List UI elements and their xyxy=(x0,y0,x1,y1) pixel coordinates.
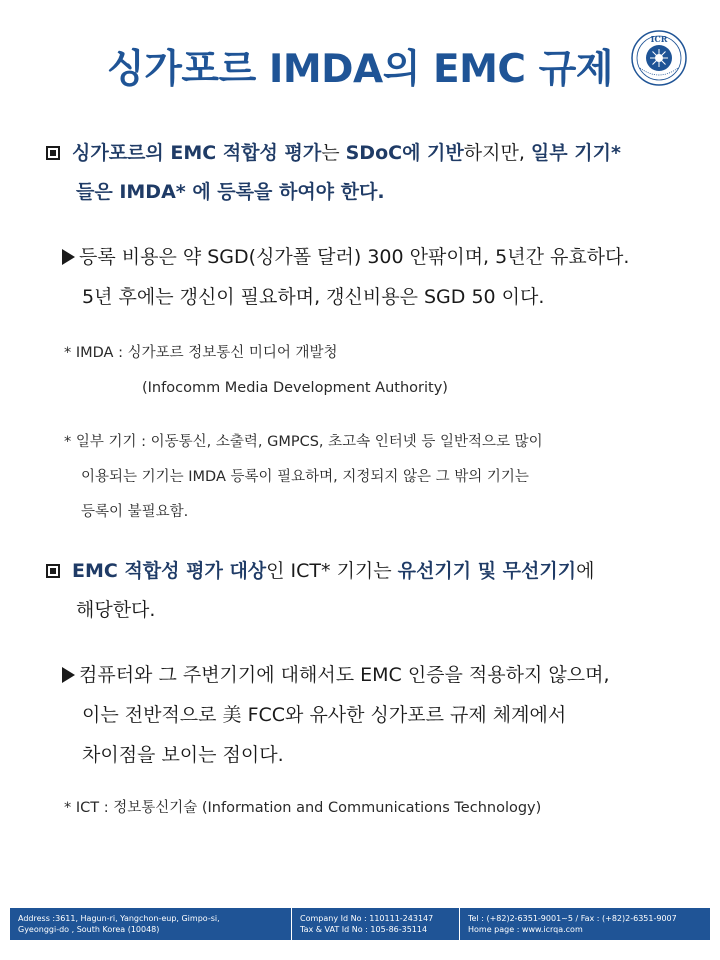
checkbox-icon xyxy=(46,146,60,160)
footer-contact: Tel : (+82)2-6351-9001~5 / Fax : (+82)2-6351-9007 Home page : www.icrqa.com xyxy=(460,908,710,940)
checkbox-icon xyxy=(46,564,60,578)
section-2-line-2: 해당한다. xyxy=(76,599,156,621)
footer-bar xyxy=(10,908,710,940)
footer-address: Address :3611, Hagun-ri, Yangchon-eup, Gimpo-si, Gyeonggi-do , South Korea (10048) xyxy=(10,908,292,940)
section-1-line-1: 싱가포르의 EMC 적합성 평가는 SDoC에 기반하지만, 일부 기기* xyxy=(46,134,696,173)
section-1-line-2: 들은 IMDA* 에 등록을 하여야 한다. xyxy=(76,181,385,203)
note-ict-line-1: * ICT : 정보통신기술 (Information and Communications Technology) xyxy=(64,800,542,816)
footer-company-ids: Company Id No : 110111-243147 Tax & VAT Id No : 105-86-35114 xyxy=(292,908,460,940)
icr-seal-logo xyxy=(631,30,687,86)
page-title: 싱가포르 IMDA의 EMC 규제 xyxy=(107,47,613,92)
bullet-1 xyxy=(62,237,712,317)
note-devices xyxy=(64,425,704,530)
note-imda-line-1: * IMDA : 싱가포르 정보통신 미디어 개발청 xyxy=(64,345,338,361)
note-imda xyxy=(64,336,704,406)
bullet-2-line-1: 컴퓨터와 그 주변기기에 대해서도 EMC 인증을 적용하지 않으며, xyxy=(62,655,712,695)
note-devices-line-1: * 일부 기기 : 이동통신, 소출력, GMPCS, 초고속 인터넷 등 일반적으로 많이 xyxy=(64,434,543,450)
homepage-link[interactable]: Home page : www.icrqa.com xyxy=(468,925,583,934)
section-2-line-1: EMC 적합성 평가 대상인 ICT* 기기는 유선기기 및 무선기기에 xyxy=(46,552,696,591)
arrow-right-icon xyxy=(62,249,75,265)
bullet-2-line-3: 차이점을 보이는 점이다. xyxy=(82,744,284,766)
note-ict xyxy=(64,791,704,826)
section-2 xyxy=(46,552,696,630)
logo-text: ICR xyxy=(650,34,668,44)
arrow-right-icon xyxy=(62,667,75,683)
bullet-2 xyxy=(62,655,712,775)
note-imda-line-2: (Infocomm Media Development Authority) xyxy=(142,380,448,396)
bullet-1-line-2: 5년 후에는 갱신이 필요하며, 갱신비용은 SGD 50 이다. xyxy=(82,286,545,308)
note-devices-line-2: 이용되는 기기는 IMDA 등록이 필요하며, 지정되지 않은 그 밖의 기기는 xyxy=(81,469,529,485)
bullet-2-line-2: 이는 전반적으로 美 FCC와 유사한 싱가포르 규제 체계에서 xyxy=(82,704,567,726)
note-devices-line-3: 등록이 불필요함. xyxy=(81,504,189,520)
section-1 xyxy=(46,134,696,212)
bullet-1-line-1: 등록 비용은 약 SGD(싱가폴 달러) 300 안팎이며, 5년간 유효하다. xyxy=(62,237,712,277)
